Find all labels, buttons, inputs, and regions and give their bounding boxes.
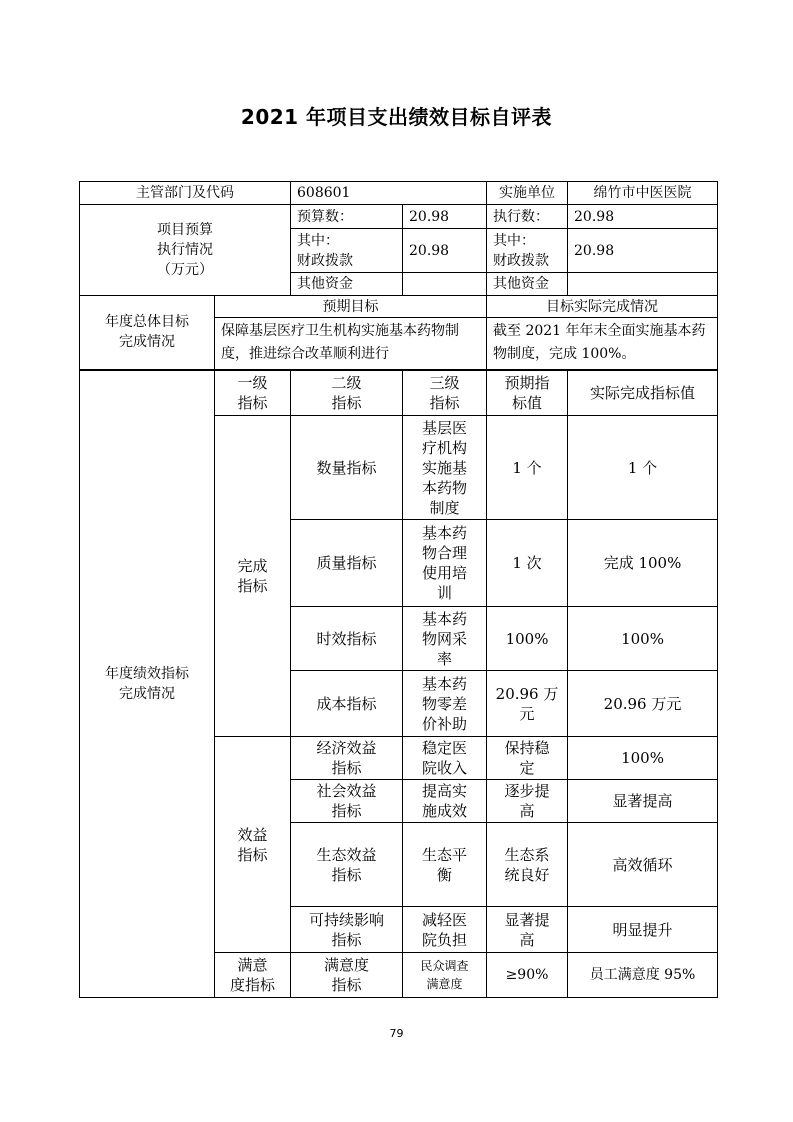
budget-row xyxy=(80,205,718,229)
actual-value-cell: 显著提高 xyxy=(568,780,718,823)
level1-cell xyxy=(215,953,291,998)
other-funds-label: 其他资金 xyxy=(291,273,403,296)
expected-line: 高 xyxy=(519,930,535,949)
level1-line: 指标 xyxy=(237,577,268,595)
indicator-section-label-line: 年度绩效指标 xyxy=(105,665,189,682)
expected-goal-text: 保障基层医疗卫生机构实施基本药物制度，推进综合改革顺利进行 xyxy=(215,318,487,370)
level1-line: 指标 xyxy=(237,845,268,864)
level3-line: 物合理 xyxy=(422,544,468,562)
expected-value-cell xyxy=(487,823,568,907)
level3-line: 满意度 xyxy=(426,977,463,991)
indicator-section-label xyxy=(80,370,215,998)
expected-value-cell xyxy=(487,671,568,737)
level2-cell xyxy=(291,907,403,953)
header-line: 指标 xyxy=(429,393,460,412)
level3-line: 制度 xyxy=(429,498,460,517)
other-funds-label-2: 其他资金 xyxy=(487,273,568,296)
level1-cell xyxy=(215,416,291,737)
level2-cell xyxy=(291,780,403,823)
expected-line: 定 xyxy=(519,759,535,777)
dept-code: 608601 xyxy=(291,182,487,205)
expected-line: 保持稳 xyxy=(504,739,550,757)
of-which-label: 其中： xyxy=(493,232,536,249)
level3-line: 本药物 xyxy=(422,478,468,497)
annual-goal-header-row xyxy=(80,296,718,318)
of-which-label: 其中： xyxy=(297,232,339,249)
fiscal-label: 财政拨款 xyxy=(297,252,353,269)
level3-line: 物零差 xyxy=(422,694,468,713)
fiscal-exec-label xyxy=(487,229,568,273)
header-line: 标值 xyxy=(512,393,543,412)
level3-line: 实施基 xyxy=(422,458,468,477)
fiscal-label: 财政拨款 xyxy=(493,252,550,269)
actual-value-header: 实际完成指标值 xyxy=(568,370,718,416)
level2-cell: 时效指标 xyxy=(291,607,403,671)
expected-goal-header: 预期目标 xyxy=(215,296,487,318)
header-line: 二级 xyxy=(331,373,362,392)
level3-line: 院负担 xyxy=(422,930,468,949)
fiscal-budget: 20.98 xyxy=(403,229,487,273)
unit-label: 实施单位 xyxy=(487,182,568,205)
exec-amount: 20.98 xyxy=(568,205,718,229)
unit-value: 绵竹市中医医院 xyxy=(568,182,718,205)
actual-value-cell: 明显提升 xyxy=(568,907,718,953)
level3-line: 使用培 xyxy=(422,564,468,582)
level3-cell xyxy=(403,607,487,671)
annual-goal-label-line: 完成情况 xyxy=(119,334,175,351)
expected-value-cell: 1 个 xyxy=(487,416,568,520)
level2-cell: 数量指标 xyxy=(291,416,403,520)
budget-label xyxy=(80,205,291,296)
level1-cell xyxy=(215,737,291,953)
expected-line: 生态系 xyxy=(504,845,550,864)
actual-goal-header: 目标实际完成情况 xyxy=(487,296,718,318)
actual-value-cell: 20.96 万元 xyxy=(568,671,718,737)
actual-value-cell: 100% xyxy=(568,607,718,671)
level3-line: 院收入 xyxy=(422,759,468,777)
level3-cell xyxy=(403,907,487,953)
level2-line: 指标 xyxy=(331,930,362,949)
level3-line: 率 xyxy=(437,649,453,668)
header-row xyxy=(80,182,718,205)
level3-header xyxy=(403,370,487,416)
expected-line: 统良好 xyxy=(504,865,550,884)
level2-line: 指标 xyxy=(331,976,362,994)
level2-line: 满意度 xyxy=(323,956,369,974)
actual-value-cell: 员工满意度 95% xyxy=(568,953,718,998)
page-title: 2021 年项目支出绩效目标自评表 xyxy=(240,105,553,129)
header-line: 三级 xyxy=(429,373,460,392)
level2-line: 指标 xyxy=(331,865,362,884)
level3-cell xyxy=(403,416,487,520)
other-exec xyxy=(568,273,718,296)
fiscal-budget-label xyxy=(291,229,403,273)
level2-line: 可持续影响 xyxy=(308,910,384,929)
dept-label: 主管部门及代码 xyxy=(80,182,291,205)
level3-cell xyxy=(403,780,487,823)
expected-line: 高 xyxy=(519,802,535,820)
level3-line: 施成效 xyxy=(422,802,468,820)
expected-line: 元 xyxy=(519,704,535,723)
level3-line: 基本药 xyxy=(422,674,468,693)
level3-line: 提高实 xyxy=(422,782,468,800)
level2-cell: 成本指标 xyxy=(291,671,403,737)
actual-value-cell: 1 个 xyxy=(568,416,718,520)
level1-line: 完成 xyxy=(237,557,268,575)
header-line: 预期指 xyxy=(504,373,550,392)
level2-line: 指标 xyxy=(331,759,362,777)
level3-line: 物网采 xyxy=(422,629,468,648)
level3-line: 基本药 xyxy=(422,524,468,542)
header-line: 一级 xyxy=(237,373,268,392)
level3-line: 稳定医 xyxy=(422,739,468,757)
actual-value-cell: 高效循环 xyxy=(568,823,718,907)
other-budget xyxy=(403,273,487,296)
level2-cell xyxy=(291,823,403,907)
level3-line: 民众调查 xyxy=(420,959,469,973)
annual-goal-label xyxy=(80,296,215,370)
budget-label-line: （万元） xyxy=(157,262,213,278)
expected-line: 显著提 xyxy=(504,910,550,929)
level2-line: 指标 xyxy=(331,802,362,820)
level3-cell xyxy=(403,520,487,607)
indicator-section-label-line: 完成情况 xyxy=(119,685,175,702)
level3-line: 疗机构 xyxy=(422,438,468,457)
expected-value-cell: ≥90% xyxy=(487,953,568,998)
level2-line: 经济效益 xyxy=(316,739,377,757)
level3-line: 衡 xyxy=(437,865,453,884)
level3-line: 训 xyxy=(437,584,453,602)
header-line: 指标 xyxy=(237,393,268,412)
expected-value-cell xyxy=(487,737,568,780)
level3-cell xyxy=(403,823,487,907)
level3-cell xyxy=(403,737,487,780)
level2-header xyxy=(291,370,403,416)
header-line: 指标 xyxy=(331,393,362,412)
level3-line: 基层医 xyxy=(422,418,468,437)
annual-goal-label-line: 年度总体目标 xyxy=(105,314,189,331)
level3-cell xyxy=(403,953,487,998)
level2-line: 社会效益 xyxy=(316,782,377,800)
level2-line: 生态效益 xyxy=(316,845,377,864)
expected-value-cell: 100% xyxy=(487,607,568,671)
performance-self-evaluation-table xyxy=(79,181,718,998)
fiscal-exec: 20.98 xyxy=(568,229,718,273)
indicator-header-row xyxy=(80,370,718,416)
budget-amount-label: 预算数： xyxy=(291,205,403,229)
level1-line: 效益 xyxy=(237,825,268,844)
level3-line: 基本药 xyxy=(422,609,468,628)
expected-value-cell xyxy=(487,907,568,953)
budget-amount: 20.98 xyxy=(403,205,487,229)
expected-value-cell xyxy=(487,780,568,823)
level1-header xyxy=(215,370,291,416)
expected-line: 20.96 万 xyxy=(495,684,559,703)
actual-goal-text: 截至 2021 年年末全面实施基本药物制度，完成 100%。 xyxy=(487,318,718,370)
level2-cell: 质量指标 xyxy=(291,520,403,607)
level1-line: 度指标 xyxy=(229,976,275,994)
level2-cell xyxy=(291,953,403,998)
level3-cell xyxy=(403,671,487,737)
exec-amount-label: 执行数： xyxy=(487,205,568,229)
level1-line: 满意 xyxy=(237,956,268,974)
budget-label-line: 执行情况 xyxy=(157,242,213,258)
actual-value-cell: 100% xyxy=(568,737,718,780)
expected-value-cell: 1 次 xyxy=(487,520,568,607)
level3-line: 生态平 xyxy=(422,845,468,864)
budget-label-line: 项目预算 xyxy=(157,222,213,238)
actual-value-cell: 完成 100% xyxy=(568,520,718,607)
level3-line: 价补助 xyxy=(422,714,468,733)
expected-value-header xyxy=(487,370,568,416)
expected-line: 逐步提 xyxy=(504,782,550,800)
level3-line: 减轻医 xyxy=(422,910,468,929)
level2-cell xyxy=(291,737,403,780)
page-number: 79 xyxy=(389,1027,404,1040)
